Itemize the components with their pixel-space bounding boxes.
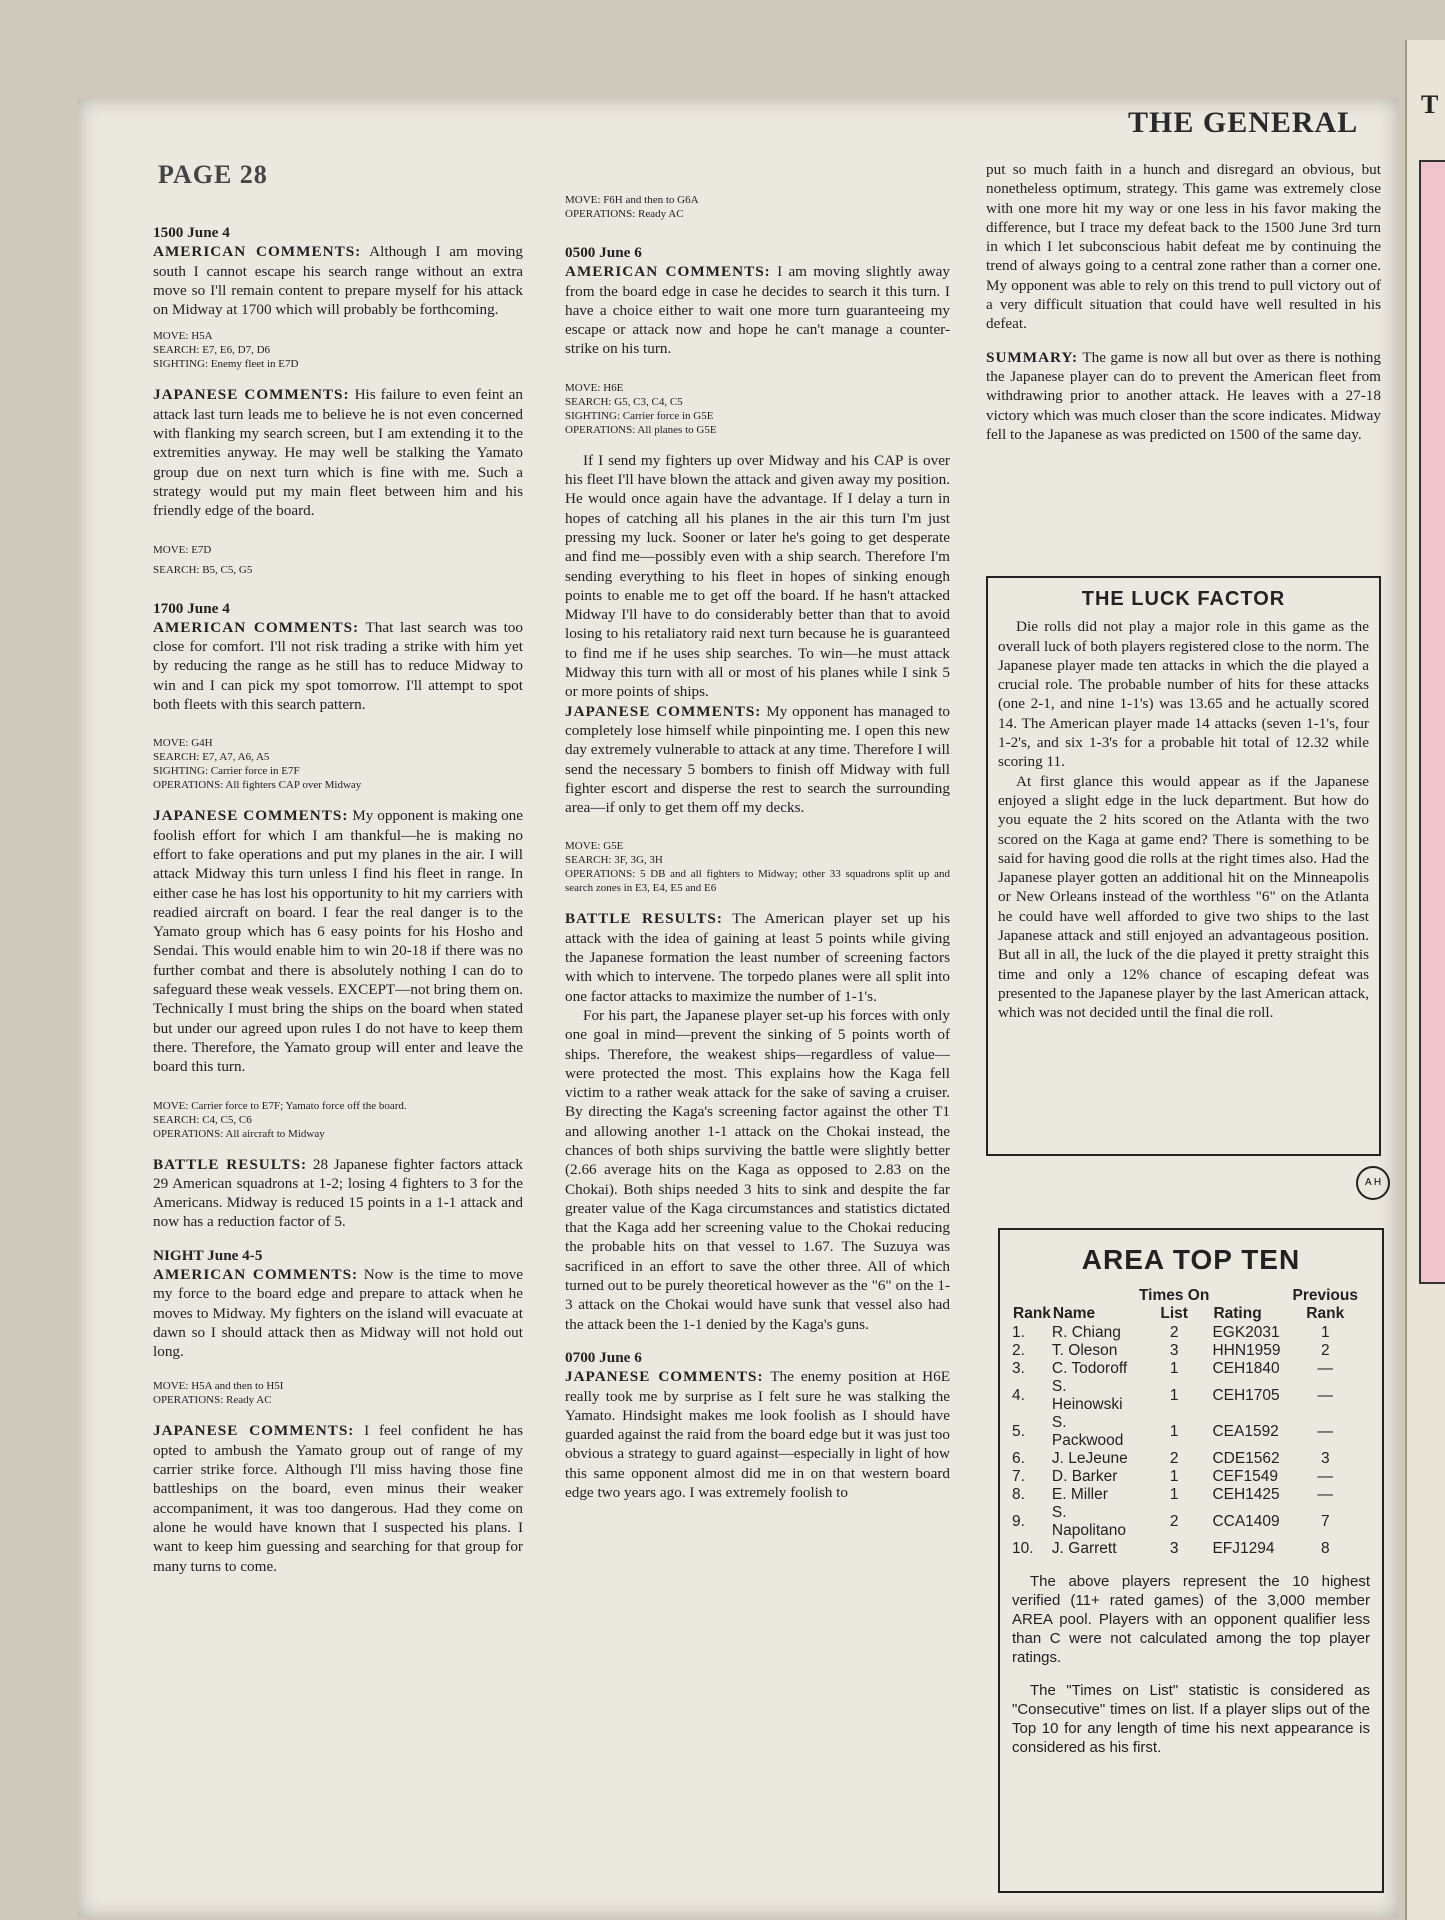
cell-rating: CEA1592 xyxy=(1212,1423,1279,1440)
cell-times: 2 xyxy=(1169,1324,1179,1341)
adjacent-page-edge xyxy=(1405,40,1445,1920)
move-block xyxy=(153,1099,523,1141)
search-line: SEARCH: E7, A7, A6, A5 xyxy=(153,751,270,764)
move-line: MOVE: H5A and then to H5I xyxy=(153,1380,284,1393)
cell-prev: — xyxy=(1317,1486,1333,1503)
turn-heading: 1500 June 4 xyxy=(153,224,230,241)
cell-rank: 1. xyxy=(1012,1324,1025,1341)
paragraph xyxy=(986,348,1381,444)
paragraph xyxy=(153,385,523,520)
move-line: MOVE: E7D xyxy=(153,543,212,556)
paragraph xyxy=(153,242,523,319)
cell-name: J. Garrett xyxy=(1051,1540,1117,1557)
comment-label: AMERICAN COMMENTS: xyxy=(153,243,362,261)
cell-times: 1 xyxy=(1169,1468,1179,1485)
area-top-ten-title: AREA TOP TEN xyxy=(1081,1244,1301,1275)
sighting-line: SIGHTING: Enemy fleet in E7D xyxy=(153,358,299,371)
move-line: MOVE: H6E xyxy=(565,381,624,394)
search-line: SEARCH: E7, E6, D7, D6 xyxy=(153,344,271,357)
cell-prev: — xyxy=(1317,1387,1333,1404)
comment-text: My opponent has managed to completely lose himself while pinpointing me. I open this new day extremely vulnerable to attack at any time. Therefore I will send the necessary 5 bombers to finish off Midway with full fighter escort and disperse the rest to search the surrounding area—if only to get them off my decks. xyxy=(565,702,951,817)
comment-text: The enemy position at H6E really took me by surprise as I felt sure he was stalking the Yamato. Hindsight makes me look foolish as I should have guarded against the raid from the board edge but it was just too obvious a strategy to guard against—especially in light of how this same opponent almost did me in on that western board edge two years ago. I was extremely foolish to xyxy=(565,1368,950,1502)
cell-rating: CEH1705 xyxy=(1212,1387,1280,1404)
cell-prev: — xyxy=(1317,1423,1333,1440)
paragraph xyxy=(565,262,950,358)
comment-label: JAPANESE COMMENTS: xyxy=(565,702,762,720)
cell-rank: 7. xyxy=(1012,1468,1025,1485)
cell-rank: 5. xyxy=(1012,1423,1025,1440)
move-line: MOVE: H5A xyxy=(153,330,213,343)
cell-rating: CCA1409 xyxy=(1212,1513,1280,1530)
comment-label: JAPANESE COMMENTS: xyxy=(153,807,349,825)
paragraph xyxy=(565,909,950,1005)
cell-rank: 2. xyxy=(1012,1342,1025,1359)
cell-prev: — xyxy=(1317,1360,1333,1377)
comment-label: JAPANESE COMMENTS: xyxy=(153,386,350,404)
paragraph: Die rolls did not play a major role in this game as the overall luck of both players registered close to the norm. The Japanese player made ten attacks in which the die played a crucial role. The probable number of hits for these attacks (one 2-1, and nine 1-1's) was 13.65 and he actually scored 14. The American player made 14 attacks (seven 1-1's, four 1-2's, and six 1-3's for a probable hit total of 12.32 while scoring 11. xyxy=(998,618,1369,771)
masthead: THE GENERAL xyxy=(1128,106,1359,139)
search-line: SEARCH: B5, C5, G5 xyxy=(153,563,253,576)
cell-name: S. Heinowski xyxy=(1051,1378,1123,1413)
move-block xyxy=(153,543,523,577)
cell-rating: CDE1562 xyxy=(1212,1450,1280,1467)
cell-rank: 6. xyxy=(1012,1450,1025,1467)
magazine-page xyxy=(78,98,1398,1918)
operations-line: OPERATIONS: All planes to G5E xyxy=(565,423,717,436)
paragraph: If I send my fighters up over Midway and his CAP is over his fleet I'll have blown the attack and given away my position. He would once again have the advantage. If I delay a turn in hopes of catching all his planes in the air this turn I'm just pressing my luck. Sooner or later he's going to get desperate and find me—possibly even with a ship search. Therefore I'm sending everything to his fleet in hopes of sinking enough points to enable me to get off the board. If he hasn't attacked Midway I'll have to do considerably better than that to avoid losing to his retaliatory raid next turn because he is guaranteed to find me if he uses ship searches. To win—he must attack Midway this turn with all or most of his planes while I sink 5 or more points of ships. xyxy=(565,451,950,701)
search-line: SEARCH: C4, C5, C6 xyxy=(153,1113,252,1126)
move-block xyxy=(153,1379,523,1407)
table-row xyxy=(1012,1540,1370,1558)
comment-label: AMERICAN COMMENTS: xyxy=(153,1265,359,1283)
paragraph: At first glance this would appear as if the Japanese enjoyed a slight edge in the luck department. But how do you equate the 2 hits scored on the Atlanta with the two scored on the Kaga at game end? There is something to be said for having good die rolls at the right times also. Had the Japanese player gotten an additional hit on the Minneapolis or New Orleans instead of the worthless "6" on the Atlanta he could have well afforded to give two ships to the last Japanese attack and still enjoyed an advantageous position. But all in all, the luck of the die played it pretty straight this time and only a 12% chance of escaping defeat was presented to the Japanese player by the last American attack, which was not decided until the final die roll. xyxy=(998,772,1369,1022)
battle-results-text: The American player set up his attack with the idea of gaining at least 5 points while giving the Japanese formation the least number of screening factors with which to intervene. The torpedo planes were all split into one factor attacks to maximize the number of 1-1's. xyxy=(565,910,950,1005)
paragraph: The above players represent the 10 highest verified (11+ rated games) of the 3,000 member AREA pool. Players with an opponent qualifier less than C were not calculated among the top player ratings. xyxy=(1012,1573,1370,1666)
area-top-ten-box xyxy=(998,1228,1384,1893)
operations-line: OPERATIONS: 5 DB and all fighters to Midway; other 33 squadrons split up and search zones in E3, E4, E5 and E6 xyxy=(565,868,950,895)
move-block xyxy=(153,736,523,792)
column-2 xyxy=(565,193,950,1502)
cell-prev: 3 xyxy=(1320,1450,1330,1467)
paragraph xyxy=(565,702,950,818)
table-row xyxy=(1012,1486,1370,1504)
comment-label: AMERICAN COMMENTS: xyxy=(565,263,771,281)
comment-label: JAPANESE COMMENTS: xyxy=(565,1368,764,1386)
operations-line: OPERATIONS: Ready AC xyxy=(153,1394,272,1407)
paragraph xyxy=(153,1265,523,1361)
sighting-line: SIGHTING: Carrier force in G5E xyxy=(565,409,714,422)
cell-prev: 1 xyxy=(1320,1324,1330,1341)
operations-line: OPERATIONS: All fighters CAP over Midway xyxy=(153,779,362,792)
move-line: MOVE: Carrier force to E7F; Yamato force off the board. xyxy=(153,1099,407,1112)
cell-name: S. Packwood xyxy=(1051,1414,1124,1449)
cell-name: S. Napolitano xyxy=(1051,1504,1127,1539)
move-line: MOVE: G4H xyxy=(153,737,213,750)
cell-rating: CEH1425 xyxy=(1212,1486,1280,1503)
move-block xyxy=(153,329,523,371)
table-row xyxy=(1012,1324,1370,1342)
comment-text: Although I am moving south I cannot escape his search range without an extra move so I'll remain content to prepare myself for his attack on Midway at 1700 which will probably be forthcoming. xyxy=(153,243,523,319)
comment-text: That last search was too close for comfort. I'll not risk trading a strike with him yet by reducing the range as he still has to reduce Midway to win and I can pick my spot tomorrow. I'll attempt to spot both fleets with this search pattern. xyxy=(153,618,523,714)
summary-text: The game is now all but over as there is nothing the Japanese player can do to prevent the American fleet from withdrawing prior to another attack. He leaves with a 27-18 victory which was much closer than the score indicates. Midway fell to the Japanese as was predicted on 1500 of the same day. xyxy=(986,348,1381,443)
column-header: Times On List xyxy=(1138,1287,1210,1322)
battle-results-label: BATTLE RESULTS: xyxy=(565,910,723,928)
move-block xyxy=(565,193,950,221)
move-block xyxy=(565,839,950,895)
turn-heading: 1700 June 4 xyxy=(153,599,230,617)
paragraph: put so much faith in a hunch and disregard an obvious, but nonetheless optimum, strategy. This game was extremely close with one more hit my way or one less in his favor making the difference, but I trace my defeat back to the 1500 June 3rd turn in which I let subconscious habit defeat me by continuing the trend of always going to a central zone rather than a corner one. My opponent was able to rely on this trend to pull victory out of a very difficult situation that could have well resulted in his defeat. xyxy=(986,161,1381,333)
turn-heading: NIGHT June 4-5 xyxy=(153,1246,263,1264)
column-header: Rating xyxy=(1213,1305,1262,1322)
paragraph xyxy=(153,1155,523,1232)
cell-rating: HHN1959 xyxy=(1212,1342,1281,1359)
operations-line: OPERATIONS: Ready AC xyxy=(565,208,684,220)
column-header: Rank xyxy=(1013,1305,1051,1322)
cell-times: 2 xyxy=(1169,1450,1179,1467)
cell-times: 2 xyxy=(1169,1513,1179,1530)
summary-label: SUMMARY: xyxy=(986,348,1079,366)
table-row xyxy=(1012,1468,1370,1486)
cell-rank: 9. xyxy=(1012,1513,1025,1530)
comment-text: His failure to even feint an attack last turn leads me to believe he is not even concerned with flanking my search screen, but I am extending it to the extremities anyway. He may well be stalking the Yamato group due on next turn which is fine with me. Such a strategy would put my main fleet between him and his friendly edge of the board. xyxy=(153,386,523,520)
cell-prev: — xyxy=(1317,1468,1333,1485)
cell-times: 1 xyxy=(1169,1486,1179,1503)
turn-heading: 0500 June 6 xyxy=(565,244,642,261)
cell-prev: 8 xyxy=(1320,1540,1330,1557)
table-row xyxy=(1012,1450,1370,1468)
move-line: MOVE: F6H and then to G6A xyxy=(565,194,699,206)
cell-name: J. LeJeune xyxy=(1051,1450,1128,1467)
cell-name: R. Chiang xyxy=(1051,1324,1121,1341)
adjacent-page-pink-box xyxy=(1419,160,1445,1284)
turn-heading: 0700 June 6 xyxy=(565,1348,642,1366)
cell-rank: 8. xyxy=(1012,1486,1025,1503)
comment-text: I feel confident he has opted to ambush the Yamato group out of range of my carrier strike force. Although I'll miss having those fine battleships on the board, even minus their weaker accompaniment, it was too dangerous. Had they come on alone he would have known that I suspected his plans. I want to keep him guessing and searching for that group for many turns to come. xyxy=(153,1422,524,1575)
luck-factor-box xyxy=(986,576,1381,1156)
column-1 xyxy=(153,223,523,1576)
battle-results-text: 28 Japanese fighter factors attack 29 American squadrons at 1-2; losing 4 fighters to 3 for the Americans. Midway is reduced 15 points in a 1-1 attack and now has a reduction factor of 5. xyxy=(153,1155,523,1231)
column-header: Previous Rank xyxy=(1292,1287,1358,1322)
cell-rank: 3. xyxy=(1012,1360,1025,1377)
cell-times: 1 xyxy=(1169,1423,1179,1440)
comment-text: I am moving slightly away from the board edge in case he decides to search it this turn. I have a choice either to wait one more turn guaranteeing my escape or attack now and hope he can't manage a counter-strike on his turn. xyxy=(565,263,950,358)
battle-results-label: BATTLE RESULTS: xyxy=(153,1155,308,1173)
cell-times: 3 xyxy=(1169,1342,1179,1359)
search-line: SEARCH: 3F, 3G, 3H xyxy=(565,854,663,867)
cell-rating: CEH1840 xyxy=(1212,1360,1280,1377)
comment-text: Now is the time to move my force to the board edge and prepare to attack when he moves to Midway. My fighters on the island will evacuate at dawn so I should attack then as Midway will not hold out long. xyxy=(153,1265,524,1361)
cell-times: 3 xyxy=(1169,1540,1179,1557)
avalon-hill-logo: A H xyxy=(1356,1166,1390,1200)
paragraph: For his part, the Japanese player set-up his forces with only one goal in mind—prevent the sinking of 5 points worth of ships. Therefore, the weakest ships—regardless of value—were protected the most. This explains how the Kaga fell victim to a rather weak attack for the sake of saving a cruiser. By directing the Kaga's screening factor against the other T1 and allowing another 1-1 attack on the Chokai instead, the chances of both ships surviving the battle were slightly better (2.66 average hits on the Kaga as opposed to 2.83 on the Chokai). Both ships needed 3 hits to sink and despite the far greater value of the Kaga circumstances and statistics dictated that the Kaga add her screening value to the Chokai reducing the probable hits on that vessel to 1.67. The Suzuya was sacrificed in an effort to save the other three. All of which turned out to be purely theoretical however as the "6" on the 1-3 attack on the Chokai would have sunk that vessel also had the attack been the 1-1 denied by the Kaga's guns. xyxy=(565,1006,950,1333)
move-line: MOVE: G5E xyxy=(565,840,624,853)
comment-label: AMERICAN COMMENTS: xyxy=(153,618,360,636)
column-3 xyxy=(986,160,1381,444)
table-row xyxy=(1012,1504,1370,1540)
cell-rating: CEF1549 xyxy=(1212,1468,1278,1485)
luck-factor-title: THE LUCK FACTOR xyxy=(1081,588,1286,610)
cell-name: E. Miller xyxy=(1051,1486,1108,1503)
cell-name: T. Oleson xyxy=(1051,1342,1118,1359)
column-header: Name xyxy=(1052,1305,1096,1322)
paragraph xyxy=(565,1367,950,1502)
paragraph: The "Times on List" statistic is considered as "Consecutive" times on list. If a player slips out of the Top 10 for any length of time his next appearance is considered as his first. xyxy=(1012,1682,1370,1756)
cell-times: 1 xyxy=(1169,1387,1179,1404)
table-row xyxy=(1012,1342,1370,1360)
page-number: PAGE 28 xyxy=(158,160,268,189)
table-row xyxy=(1012,1360,1370,1378)
adjacent-page-letter: T xyxy=(1421,90,1439,119)
table-row xyxy=(1012,1414,1370,1450)
search-line: SEARCH: G5, C3, C4, C5 xyxy=(565,395,683,408)
table-row xyxy=(1012,1378,1370,1414)
cell-prev: 2 xyxy=(1320,1342,1330,1359)
move-block xyxy=(565,381,950,437)
cell-rank: 4. xyxy=(1012,1387,1025,1404)
paragraph xyxy=(153,806,523,1076)
cell-times: 1 xyxy=(1169,1360,1179,1377)
sighting-line: SIGHTING: Carrier force in E7F xyxy=(153,765,300,778)
ratings-table xyxy=(1012,1286,1370,1558)
cell-name: C. Todoroff xyxy=(1051,1360,1128,1377)
cell-rating: EFJ1294 xyxy=(1212,1540,1275,1557)
cell-name: D. Barker xyxy=(1051,1468,1118,1485)
cell-rating: EGK2031 xyxy=(1212,1324,1280,1341)
comment-text: My opponent is making one foolish effort for which I am thankful—he is making no effort to fake operations and put my planes in the air. I will attack Midway this turn unless I find his fleet in range. In either case he has lost his opportunity to hit my carriers with readied aircraft on board. I fear the real danger is to the Yamato group which has 6 easy points for his Hosho and Sendai. This would enable him to win 20-18 if there was no further combat and there is absolutely nothing I can do to safeguard these weak vessels. EXCEPT—not bring them on. Technically I must bring the ships on the board when stated but under our agreed upon rules I do not have to keep them there. Therefore, the Yamato group will enter and leave the board this turn. xyxy=(153,807,523,1076)
cell-prev: 7 xyxy=(1320,1513,1330,1530)
comment-label: JAPANESE COMMENTS: xyxy=(153,1422,355,1440)
paragraph xyxy=(153,618,523,714)
paragraph xyxy=(153,1421,523,1575)
operations-line: OPERATIONS: All aircraft to Midway xyxy=(153,1127,325,1140)
cell-rank: 10. xyxy=(1012,1540,1034,1557)
